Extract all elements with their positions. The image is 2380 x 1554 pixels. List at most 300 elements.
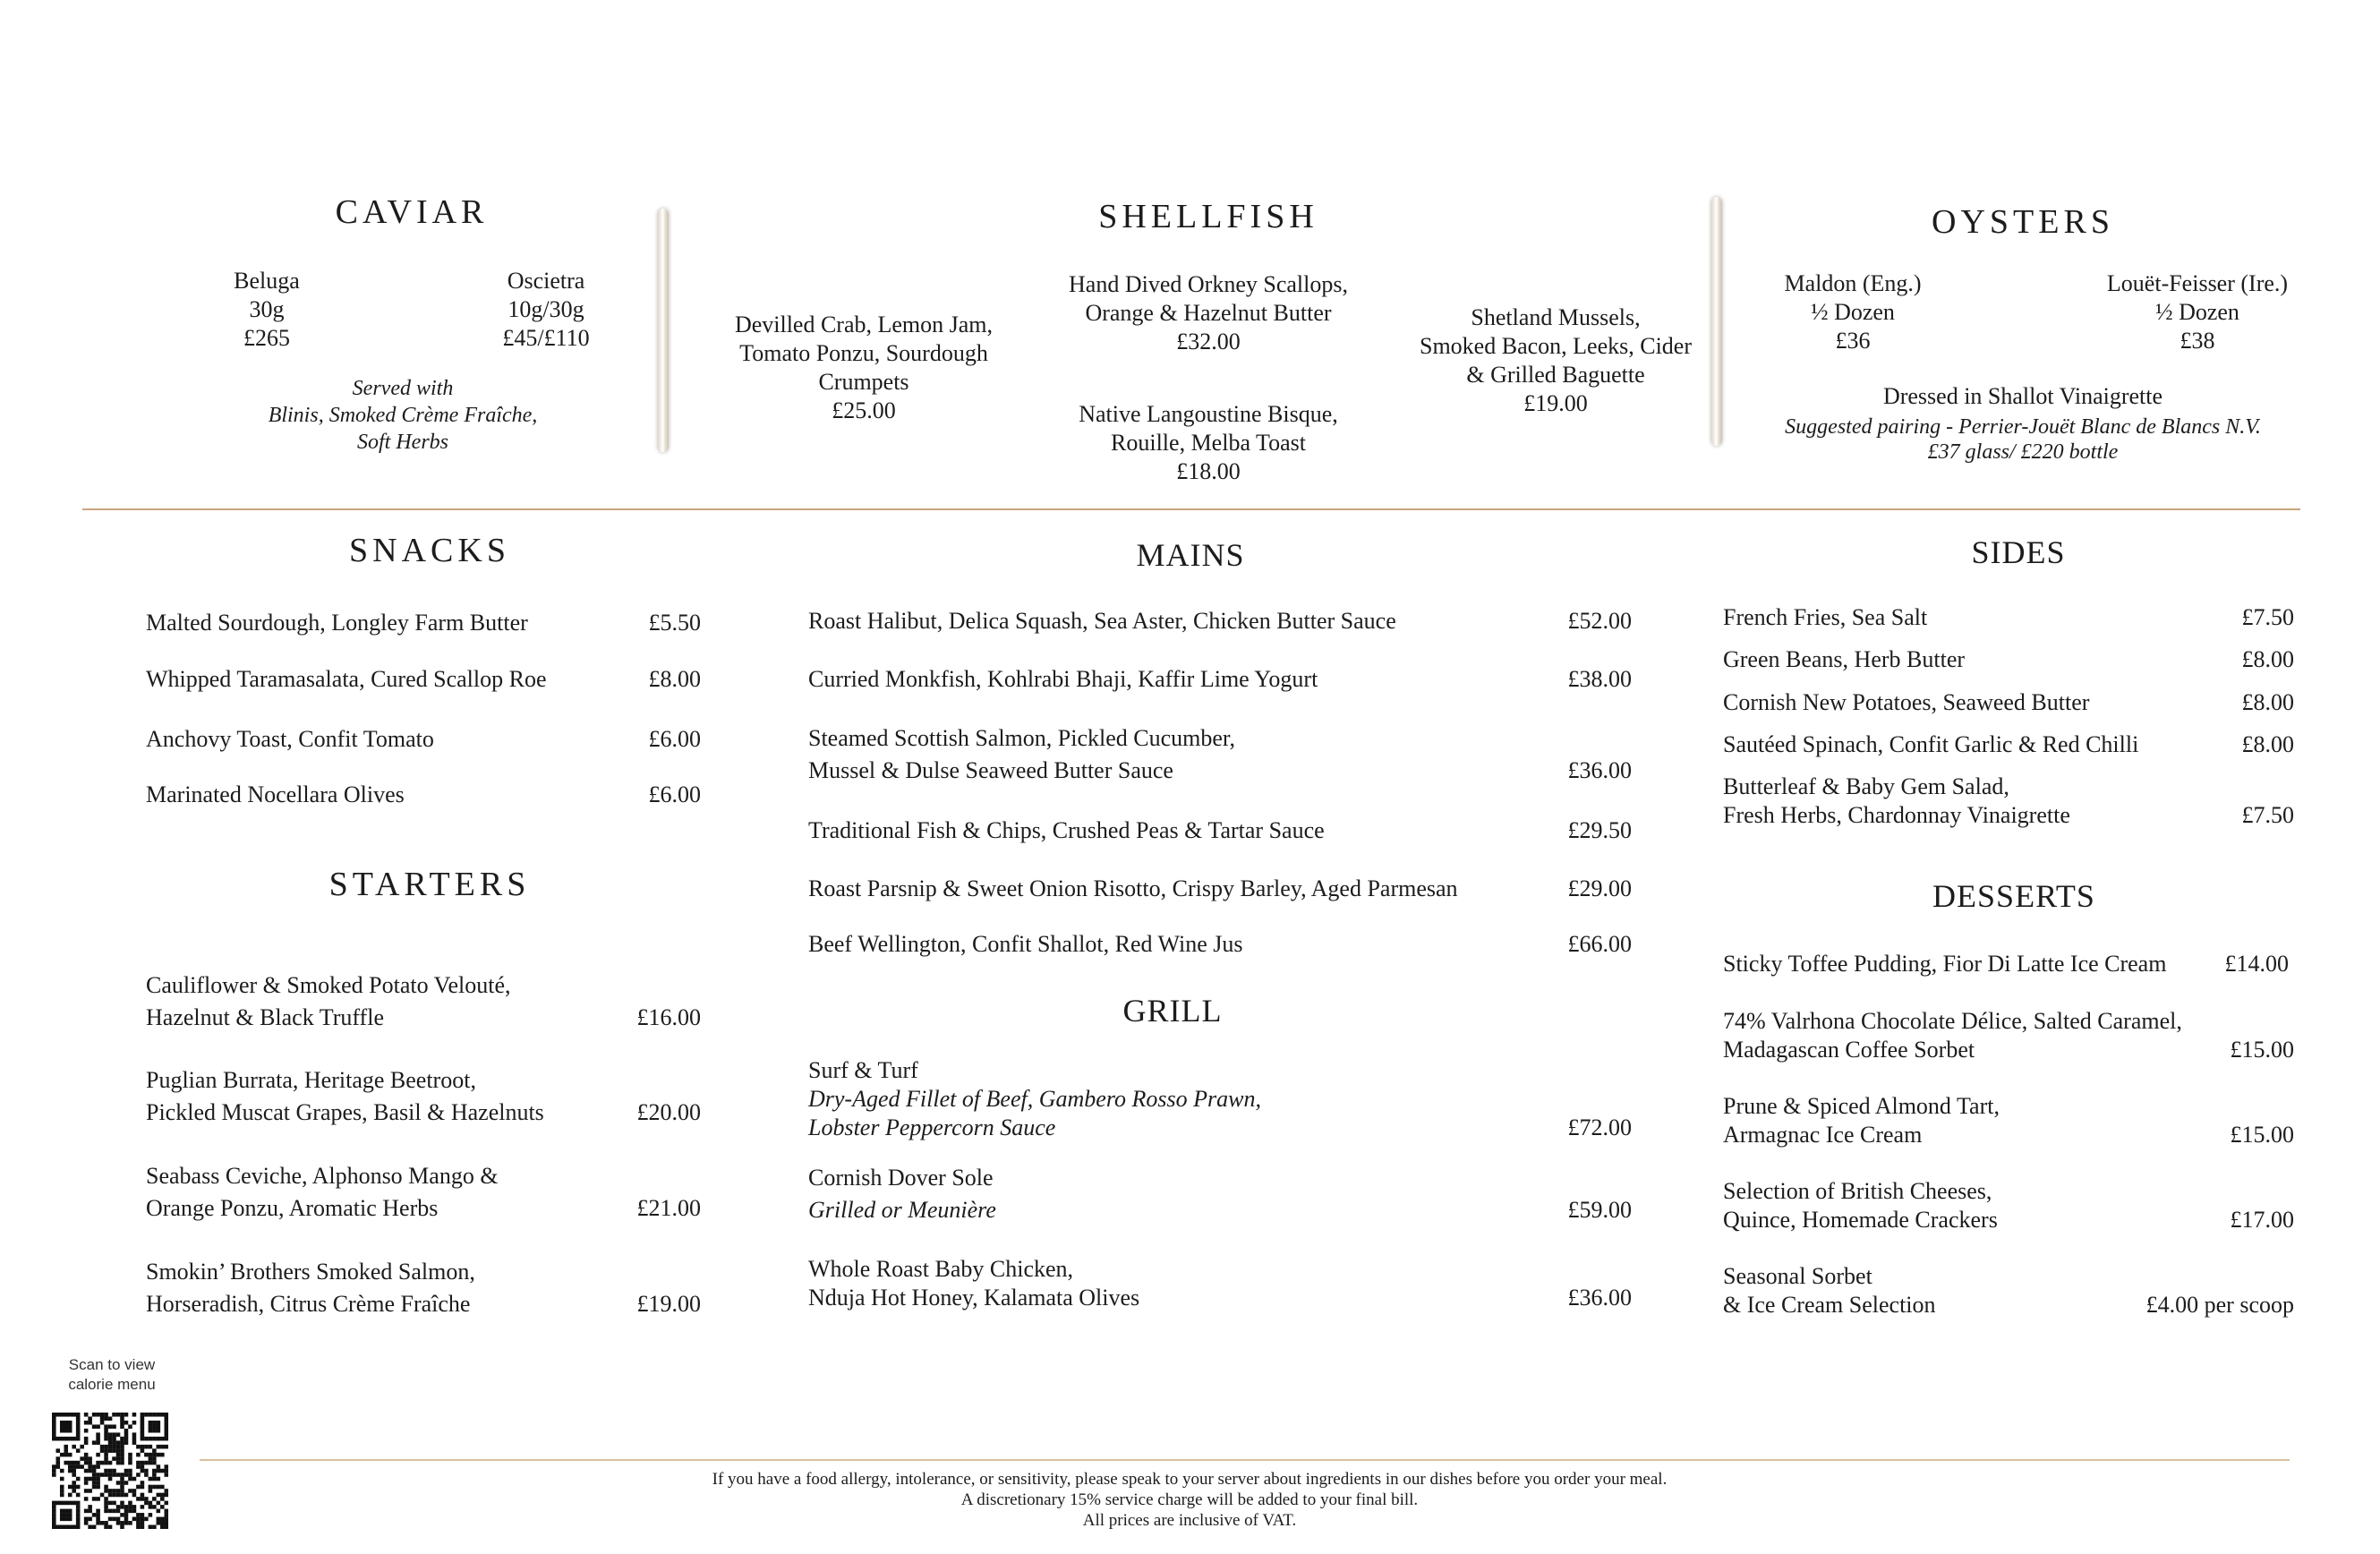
qr-module xyxy=(92,1477,97,1481)
qr-module xyxy=(116,1509,121,1514)
qr-module xyxy=(104,1489,108,1493)
qr-module xyxy=(68,1509,73,1514)
qr-module xyxy=(165,1521,168,1525)
qr-module xyxy=(68,1513,73,1517)
qr-module xyxy=(120,1501,124,1506)
qr-module xyxy=(165,1413,168,1417)
caviar-beluga xyxy=(195,267,338,353)
qr-module xyxy=(96,1437,100,1441)
oysters-dressed: Dressed in Shallot Vinaigrette xyxy=(1882,383,2163,409)
qr-module xyxy=(116,1493,121,1498)
qr-module xyxy=(124,1413,129,1417)
qr-module xyxy=(60,1513,64,1517)
qr-module xyxy=(72,1437,76,1441)
menu-item: Steamed Scottish Salmon, Pickled Cucumber, Mussel & Dulse Seaweed Butter Sauce £36.00 xyxy=(808,725,1632,783)
qr-module xyxy=(68,1461,73,1465)
qr-module xyxy=(112,1469,116,1473)
qr-module xyxy=(55,1413,60,1417)
qr-module xyxy=(64,1437,68,1441)
qr-module xyxy=(84,1413,89,1417)
qr-module xyxy=(84,1469,89,1473)
menu-item: Cornish Dover Sole Grilled or Meunière £59.00 xyxy=(808,1165,1632,1223)
qr-module xyxy=(60,1485,64,1490)
qr-module xyxy=(64,1453,68,1457)
qr-module xyxy=(120,1437,124,1441)
qr-module xyxy=(141,1461,145,1465)
qr-module xyxy=(136,1497,141,1501)
qr-module xyxy=(141,1513,145,1517)
shellfish-crab: Devilled Crab, Lemon Jam, Tomato Ponzu, Sourdough Crumpets £25.00 xyxy=(734,312,994,423)
qr-module xyxy=(136,1445,141,1449)
divider-pillar xyxy=(658,209,669,452)
qr-module xyxy=(88,1505,92,1509)
qr-module xyxy=(120,1413,124,1417)
qr-module xyxy=(141,1437,145,1441)
qr-module xyxy=(84,1489,89,1493)
qr-module xyxy=(72,1469,76,1473)
qr-module xyxy=(96,1485,100,1490)
qr-module xyxy=(116,1521,121,1525)
qr-module xyxy=(165,1517,168,1522)
qr-module xyxy=(80,1464,84,1469)
footer-notes xyxy=(563,1469,1816,1531)
qr-module xyxy=(149,1489,153,1493)
qr-module xyxy=(108,1437,113,1441)
qr-module xyxy=(165,1421,168,1425)
qr-module xyxy=(112,1493,116,1498)
menu-item: Puglian Burrata, Heritage Beetroot, Pickled Muscat Grapes, Basil & Hazelnuts £20.00 xyxy=(146,1067,701,1125)
qr-module xyxy=(136,1513,141,1517)
qr-module xyxy=(132,1493,137,1498)
qr-module xyxy=(112,1440,116,1445)
qr-module xyxy=(76,1432,81,1437)
qr-module xyxy=(128,1521,132,1525)
menu-item: Anchovy Toast, Confit Tomato £6.00 xyxy=(146,726,701,752)
menu-item: Seabass Ceviche, Alphonso Mango & Orange Ponzu, Aromatic Herbs £21.00 xyxy=(146,1163,701,1221)
qr-module xyxy=(108,1445,113,1449)
qr-module xyxy=(104,1525,108,1529)
qr-module xyxy=(116,1448,121,1453)
qr-module xyxy=(52,1437,56,1441)
qr-module xyxy=(152,1456,157,1461)
qr-module xyxy=(100,1448,105,1453)
qr-module xyxy=(76,1493,81,1498)
qr-module xyxy=(96,1464,100,1469)
qr-module xyxy=(165,1469,168,1473)
beluga-size: 30g xyxy=(249,296,285,322)
qr-module xyxy=(68,1469,73,1473)
menu-item: French Fries, Sea Salt £7.50 xyxy=(1723,604,2294,630)
qr-module xyxy=(84,1453,89,1457)
qr-module xyxy=(132,1421,137,1425)
qr-module xyxy=(108,1525,113,1529)
qr-module xyxy=(68,1429,73,1433)
qr-module xyxy=(124,1505,129,1509)
qr-module xyxy=(136,1453,141,1457)
service-charge-note: A discretionary 15% service charge will be added to your final bill. xyxy=(960,1490,1419,1509)
desserts-heading: DESSERTS xyxy=(1932,878,2095,914)
qr-module xyxy=(132,1477,137,1481)
qr-module xyxy=(136,1517,141,1522)
qr-module xyxy=(165,1464,168,1469)
qr-module xyxy=(149,1461,153,1465)
qr-module xyxy=(108,1489,113,1493)
qr-module xyxy=(84,1440,89,1445)
qr-module xyxy=(165,1525,168,1529)
menu-item: Malted Sourdough, Longley Farm Butter £5.50 xyxy=(146,610,701,636)
qr-module xyxy=(152,1429,157,1433)
qr-module xyxy=(60,1525,64,1529)
qr-module xyxy=(52,1424,56,1429)
qr-module xyxy=(55,1437,60,1441)
qr-module xyxy=(64,1461,68,1465)
oysters-pairing-price: £37 glass/ £220 bottle xyxy=(1927,440,2119,464)
qr-module xyxy=(76,1448,81,1453)
qr-module xyxy=(68,1437,73,1441)
qr-module xyxy=(68,1424,73,1429)
qr-module xyxy=(52,1521,56,1525)
qr-module xyxy=(96,1477,100,1481)
qr-module xyxy=(52,1501,56,1506)
qr-module xyxy=(88,1489,92,1493)
qr-module xyxy=(55,1525,60,1529)
qr-module xyxy=(152,1424,157,1429)
qr-module xyxy=(52,1513,56,1517)
qr-module xyxy=(68,1485,73,1490)
qr-module xyxy=(104,1461,108,1465)
qr-module xyxy=(141,1505,145,1509)
qr-module xyxy=(116,1473,121,1477)
qr-module xyxy=(157,1429,161,1433)
qr-module xyxy=(72,1481,76,1485)
qr-module xyxy=(55,1461,60,1465)
qr-module xyxy=(88,1421,92,1425)
qr-module xyxy=(165,1501,168,1506)
qr-module xyxy=(84,1437,89,1441)
qr-module xyxy=(124,1473,129,1477)
menu-item: Surf & Turf Dry-Aged Fillet of Beef, Gambero Rosso Prawn, Lobster Peppercorn Sauce £72.00 xyxy=(808,1057,1632,1140)
qr-module xyxy=(128,1509,132,1514)
qr-module xyxy=(68,1493,73,1498)
qr-module xyxy=(149,1453,153,1457)
qr-module xyxy=(112,1501,116,1506)
qr-module xyxy=(76,1461,81,1465)
qr-module xyxy=(157,1437,161,1441)
qr-module xyxy=(104,1448,108,1453)
qr-module xyxy=(120,1481,124,1485)
qr-module xyxy=(144,1413,149,1417)
qr-module xyxy=(116,1413,121,1417)
qr-module xyxy=(124,1513,129,1517)
qr-module xyxy=(84,1521,89,1525)
qr-module xyxy=(120,1525,124,1529)
qr-module xyxy=(96,1517,100,1522)
qr-module xyxy=(92,1464,97,1469)
qr-module xyxy=(60,1421,64,1425)
menu-item: Cauliflower & Smoked Potato Velouté, Hazelnut & Black Truffle £16.00 xyxy=(146,972,701,1030)
qr-module xyxy=(108,1432,113,1437)
qr-module xyxy=(88,1469,92,1473)
qr-module xyxy=(141,1445,145,1449)
beluga-name: Beluga xyxy=(234,268,300,294)
qr-module xyxy=(141,1525,145,1529)
qr-module xyxy=(84,1509,89,1514)
qr-module xyxy=(116,1461,121,1465)
qr-module xyxy=(165,1424,168,1429)
qr-module xyxy=(92,1481,97,1485)
qr-module xyxy=(152,1505,157,1509)
qr-code[interactable] xyxy=(52,1413,168,1529)
qr-module xyxy=(52,1432,56,1437)
qr-module xyxy=(141,1429,145,1433)
qr-module xyxy=(120,1521,124,1525)
qr-module xyxy=(76,1505,81,1509)
menu-item: Roast Halibut, Delica Squash, Sea Aster, Chicken Butter Sauce £52.00 xyxy=(808,608,1632,634)
qr-module xyxy=(104,1505,108,1509)
qr-module xyxy=(124,1521,129,1525)
qr-module xyxy=(64,1429,68,1433)
qr-module xyxy=(124,1469,129,1473)
qr-module xyxy=(120,1440,124,1445)
qr-module xyxy=(152,1473,157,1477)
qr-module xyxy=(60,1437,64,1441)
qr-module xyxy=(96,1461,100,1465)
menu-item: Smokin’ Brothers Smoked Salmon, Horseradish, Citrus Crème Fraîche £19.00 xyxy=(146,1259,701,1317)
qr-module xyxy=(128,1489,132,1493)
qr-module xyxy=(128,1469,132,1473)
qr-module xyxy=(52,1416,56,1421)
qr-module xyxy=(149,1513,153,1517)
qr-module xyxy=(72,1464,76,1469)
qr-module xyxy=(149,1437,153,1441)
qr-module xyxy=(128,1456,132,1461)
qr-module xyxy=(92,1497,97,1501)
qr-module xyxy=(160,1413,165,1417)
qr-module xyxy=(120,1445,124,1449)
snacks-heading: SNACKS xyxy=(349,532,510,569)
qr-module xyxy=(76,1413,81,1417)
qr-module xyxy=(141,1424,145,1429)
menu-item: Beef Wellington, Confit Shallot, Red Wine Jus £66.00 xyxy=(808,931,1632,957)
qr-module xyxy=(132,1505,137,1509)
qr-module xyxy=(100,1461,105,1465)
qr-module xyxy=(152,1448,157,1453)
caviar-heading: CAVIAR xyxy=(335,193,489,231)
beluga-price: £265 xyxy=(243,325,290,351)
qr-module xyxy=(149,1424,153,1429)
qr-module xyxy=(112,1456,116,1461)
qr-module xyxy=(104,1469,108,1473)
qr-module xyxy=(88,1517,92,1522)
qr-module xyxy=(64,1509,68,1514)
menu-item: Sticky Toffee Pudding, Fior Di Latte Ice Cream £14.00 xyxy=(1723,951,2289,977)
qr-module xyxy=(84,1456,89,1461)
qr-module xyxy=(76,1416,81,1421)
qr-module xyxy=(76,1513,81,1517)
qr-module xyxy=(120,1493,124,1498)
qr-module xyxy=(108,1448,113,1453)
qr-module xyxy=(112,1517,116,1522)
menu-item: Curried Monkfish, Kohlrabi Bhaji, Kaffir Lime Yogurt £38.00 xyxy=(808,666,1632,692)
qr-module xyxy=(128,1453,132,1457)
qr-module xyxy=(144,1501,149,1506)
qr-module xyxy=(160,1517,165,1522)
qr-module xyxy=(76,1429,81,1433)
qr-module xyxy=(165,1513,168,1517)
qr-module xyxy=(100,1413,105,1417)
qr-module xyxy=(68,1517,73,1522)
qr-module xyxy=(157,1485,161,1490)
allergy-note: If you have a food allergy, intolerance, or sensitivity, please speak to your server about ingredients in our dishes before you order your meal. xyxy=(712,1470,1668,1489)
qr-module xyxy=(141,1481,145,1485)
qr-module xyxy=(96,1413,100,1417)
qr-module xyxy=(84,1517,89,1522)
qr-module xyxy=(120,1448,124,1453)
qr-module xyxy=(112,1473,116,1477)
qr-module xyxy=(64,1413,68,1417)
qr-module xyxy=(96,1424,100,1429)
qr-module xyxy=(120,1477,124,1481)
qr-module xyxy=(104,1416,108,1421)
qr-module xyxy=(92,1525,97,1529)
grill-heading: GRILL xyxy=(1122,993,1223,1029)
qr-module xyxy=(120,1485,124,1490)
qr-module xyxy=(72,1413,76,1417)
qr-module xyxy=(92,1513,97,1517)
qr-module xyxy=(76,1421,81,1425)
qr-module xyxy=(55,1501,60,1506)
qr-module xyxy=(84,1477,89,1481)
qr-module xyxy=(152,1469,157,1473)
qr-module xyxy=(149,1501,153,1506)
qr-module xyxy=(108,1416,113,1421)
qr-module xyxy=(152,1413,157,1417)
menu-item: Whole Roast Baby Chicken, Nduja Hot Honey, Kalamata Olives £36.00 xyxy=(808,1256,1632,1311)
menu-item: Traditional Fish & Chips, Crushed Peas & Tartar Sauce £29.50 xyxy=(808,817,1632,843)
qr-module xyxy=(100,1421,105,1425)
qr-module xyxy=(160,1493,165,1498)
qr-module xyxy=(60,1493,64,1498)
qr-module xyxy=(128,1461,132,1465)
qr-module xyxy=(108,1424,113,1429)
qr-module xyxy=(60,1509,64,1514)
qr-module xyxy=(124,1493,129,1498)
qr-module xyxy=(149,1485,153,1490)
qr-module xyxy=(108,1477,113,1481)
qr-module xyxy=(132,1413,137,1417)
qr-module xyxy=(141,1485,145,1490)
qr-module xyxy=(157,1445,161,1449)
qr-module xyxy=(157,1493,161,1498)
qr-module xyxy=(108,1509,113,1514)
qr-module xyxy=(149,1413,153,1417)
qr-module xyxy=(64,1448,68,1453)
qr-module xyxy=(84,1481,89,1485)
qr-module xyxy=(104,1437,108,1441)
qr-module xyxy=(152,1453,157,1457)
qr-module xyxy=(96,1453,100,1457)
qr-module xyxy=(104,1456,108,1461)
qr-module xyxy=(76,1477,81,1481)
qr-module xyxy=(136,1485,141,1490)
qr-module xyxy=(88,1464,92,1469)
oysters-maldon: Maldon (Eng.) ½ Dozen £36 xyxy=(1784,270,1922,354)
qr-module xyxy=(116,1505,121,1509)
qr-module xyxy=(80,1445,84,1449)
qr-module xyxy=(108,1517,113,1522)
qr-module xyxy=(116,1517,121,1522)
qr-module xyxy=(104,1509,108,1514)
qr-module xyxy=(64,1445,68,1449)
qr-module xyxy=(120,1453,124,1457)
qr-module xyxy=(64,1517,68,1522)
qr-module xyxy=(112,1432,116,1437)
qr-module xyxy=(120,1424,124,1429)
qr-module xyxy=(88,1461,92,1465)
qr-module xyxy=(68,1464,73,1469)
qr-module xyxy=(64,1513,68,1517)
qr-module xyxy=(100,1445,105,1449)
qr-module xyxy=(144,1453,149,1457)
qr-module xyxy=(72,1489,76,1493)
qr-module xyxy=(60,1501,64,1506)
qr-label: Scan to view calorie menu xyxy=(68,1356,156,1393)
qr-module xyxy=(80,1456,84,1461)
qr-module xyxy=(116,1453,121,1457)
qr-module xyxy=(120,1513,124,1517)
qr-module xyxy=(104,1521,108,1525)
qr-module xyxy=(165,1432,168,1437)
menu-item: Marinated Nocellara Olives £6.00 xyxy=(146,781,701,807)
qr-module xyxy=(157,1453,161,1457)
oysters-louet: Louët-Feisser (Ire.) ½ Dozen £38 xyxy=(2106,270,2289,354)
divider-pillar xyxy=(1711,197,1722,446)
qr-module xyxy=(141,1464,145,1469)
qr-module xyxy=(104,1429,108,1433)
qr-module xyxy=(108,1473,113,1477)
qr-module xyxy=(124,1421,129,1425)
qr-module xyxy=(149,1429,153,1433)
qr-module xyxy=(165,1493,168,1498)
qr-module xyxy=(124,1509,129,1514)
qr-module xyxy=(141,1497,145,1501)
qr-module xyxy=(152,1421,157,1425)
qr-module xyxy=(112,1489,116,1493)
qr-module xyxy=(104,1453,108,1457)
qr-module xyxy=(52,1505,56,1509)
qr-module xyxy=(136,1525,141,1529)
qr-module xyxy=(144,1473,149,1477)
qr-module xyxy=(120,1461,124,1465)
qr-module xyxy=(96,1497,100,1501)
qr-module xyxy=(64,1501,68,1506)
qr-module xyxy=(96,1432,100,1437)
qr-module xyxy=(104,1445,108,1449)
starters-heading: STARTERS xyxy=(328,866,531,903)
qr-module xyxy=(55,1448,60,1453)
qr-module xyxy=(96,1509,100,1514)
footer-divider xyxy=(200,1459,2290,1461)
qr-module xyxy=(92,1440,97,1445)
qr-module xyxy=(157,1424,161,1429)
qr-module xyxy=(52,1469,56,1473)
oscietra-price: £45/£110 xyxy=(502,325,590,351)
qr-module xyxy=(152,1437,157,1441)
qr-module xyxy=(76,1501,81,1506)
qr-module xyxy=(96,1440,100,1445)
sides-heading: SIDES xyxy=(1971,534,2066,570)
qr-module xyxy=(132,1509,137,1514)
